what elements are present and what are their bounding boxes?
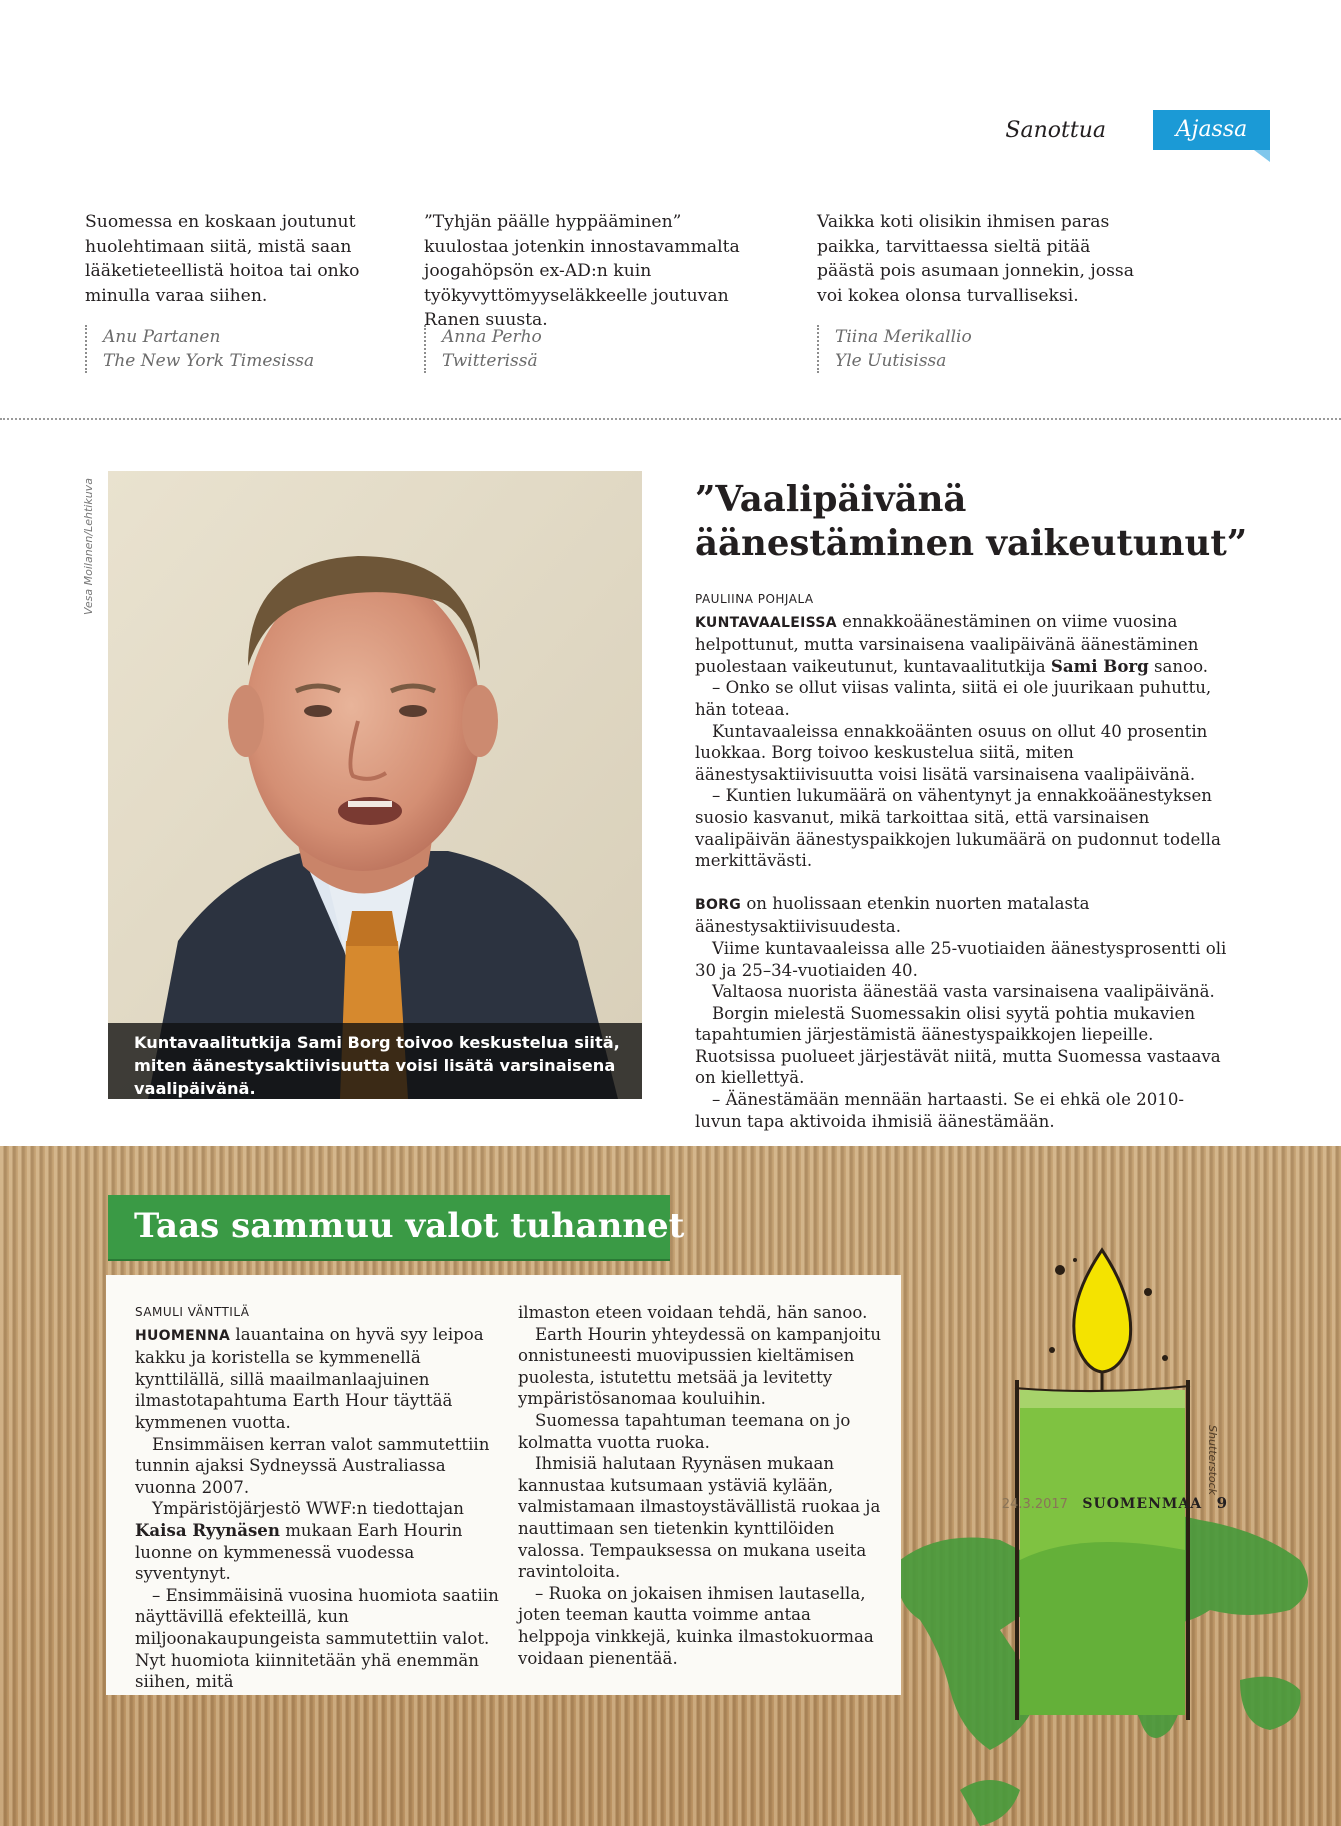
quote-source-3: Yle Uutisissa [835, 351, 947, 371]
article2-paragraph: Ihmisiä halutaan Ryynäsen mukaan kannustaa kutsumaan ystäviä kylään, valmistamaan ilmastoystävällistä ruokaa ja nauttimaan sen tietenkin kynttilöiden valossa. Tempauksessa on mukana useita ravintoloita. [518, 1454, 881, 1582]
article-headline: ”Vaalipäivänä äänestäminen vaikeutunut” [695, 479, 1248, 564]
article2-paragraph: Suomessa tapahtuman teemana on jo kolmatta vuotta ruoka. [518, 1410, 851, 1452]
article2-paragraph: – Ensimmäisinä vuosina huomiota saatiin näyttävillä efekteillä, kun miljoonakaupungeista sammutettiin valot. Nyt huomiota kiinnitetään yhä enemmän siihen, mitä [135, 1585, 499, 1692]
article-paragraph: – Kuntien lukumäärä on vähentynyt ja ennakkoäänestyksen suosio kasvanut, mikä tarkoittaa sitä, että varsinaisen vaalipäivän äänestyspaikkojen lukumäärä on pudonnut todella merkittävästi. [695, 786, 1221, 871]
article2-column-2 [518, 1302, 888, 1669]
quote-name-3: Tiina Merikallio [835, 327, 972, 347]
quote-source-1: The New York Timesissa [103, 351, 315, 371]
page-footer [1002, 1494, 1227, 1512]
quote-cite-3 [817, 325, 972, 373]
image-credit: Shutterstock [1206, 1425, 1219, 1496]
section-tab-tail [1254, 150, 1270, 162]
article2-paragraph: Ensimmäisen kerran valot sammutettiin tunnin ajaksi Sydneyssä Australiassa vuonna 2007. [135, 1434, 490, 1497]
quote-cite-1 [85, 325, 314, 373]
photo-credit: Vesa Moilanen/Lehtikuva [82, 478, 95, 615]
article2-column-1 [135, 1302, 500, 1693]
quote-source-2: Twitterissä [442, 351, 538, 371]
article2-paragraph: Earth Hourin yhteydessä on kampanjoitu onnistuneesti muovipussien kieltämisen puolesta, istutettu metsää ja levitetty ympäristösanomaa kouluihin. [518, 1324, 882, 1409]
section-label: Sanottua [1005, 118, 1106, 143]
portrait-photo [108, 471, 642, 1099]
article-paragraph: BORG on huolissaan etenkin nuorten matalasta äänestysaktiivisuudesta. [695, 893, 1090, 937]
quote-text-1: Suomessa en koskaan joutunut huolehtimaan siitä, mistä saan lääketieteellistä hoitoa tai onko minulla varaa siihen. [85, 212, 360, 306]
article2-paragraph: ilmaston eteen voidaan tehdä, hän sanoo. [518, 1303, 868, 1322]
article2-headline: Taas sammuu valot tuhannet [134, 1206, 685, 1246]
dotted-divider [0, 418, 1341, 420]
quote-text-2: ”Tyhjän päälle hyppääminen” kuulostaa jotenkin innostavammalta joogahöpsön ex-AD:n kuin työkyvyttömyyseläkkeelle joutuvan Ranen suusta. [424, 212, 740, 330]
article2-paragraph: HUOMENNA lauantaina on hyvä syy leipoa kakku ja koristella se kymmenellä kynttilällä, sillä maailmanlaajuinen ilmastotapahtuma Earth Hour täyttää kymmenen vuotta. [135, 1324, 484, 1432]
article-byline: PAULIINA POHJALA [695, 592, 814, 606]
article2-paragraph: Ympäristöjärjestö WWF:n tiedottajan Kaisa Ryynäsen mukaan Earh Hourin luonne on kymmenessä vuodessa syventynyt. [135, 1499, 464, 1584]
article-paragraph: KUNTAVAALEISSA ennakkoäänestäminen on viime vuosina helpottunut, mutta varsinaisena vaalipäivänä äänestäminen puolestaan vaikeutunut, kuntavaalitutkija Sami Borg sanoo. [695, 611, 1209, 676]
section-tab: Ajassa [1153, 110, 1270, 150]
footer-date: 24.3.2017 [1001, 1497, 1068, 1512]
article2-byline: SAMULI VÄNTTILÄ [135, 1305, 250, 1319]
footer-magazine: SUOMENMAA [1082, 1496, 1203, 1512]
portrait-illustration [108, 471, 642, 1099]
article-paragraph: Valtaosa nuorista äänestää vasta varsinaisena vaalipäivänä. [712, 982, 1215, 1002]
article-paragraph: Borgin mielestä Suomessakin olisi syytä pohtia mukavien tapahtumien järjestämistä äänestyspaikkojen liepeille. Ruotsissa puolueet järjestävät niitä, mutta Suomessa vastaava on kiellettyä. [695, 1003, 1221, 1088]
page-number: 9 [1216, 1494, 1227, 1512]
article2-paragraph: – Ruoka on jokaisen ihmisen lautasella, joten teeman kautta voimme antaa helppoja vinkkejä, kuinka ilmastokuormaa voidaan pienentää. [518, 1583, 874, 1668]
article-paragraph: – Äänestämään mennään hartaasti. Se ei ehkä ole 2010-luvun tapa aktivoida ihmisiä äänestämään. [695, 1090, 1185, 1131]
quote-name-1: Anu Partanen [103, 327, 221, 347]
photo-caption: Kuntavaalitutkija Sami Borg toivoo keskustelua siitä, miten äänestysaktiivisuutta voisi lisätä varsinaisena vaalipäivänä. [134, 1033, 620, 1098]
quote-cite-2 [424, 325, 542, 373]
article-paragraph: – Onko se ollut viisas valinta, siitä ei ole juurikaan puhuttu, hän toteaa. [695, 678, 1212, 719]
quote-name-2: Anna Perho [442, 327, 542, 347]
candle-illustration [880, 1230, 1341, 1826]
article-paragraph: Kuntavaaleissa ennakkoäänten osuus on ollut 40 prosentin luokkaa. Borg toivoo keskustelua siitä, miten äänestysaktiivisuutta voisi lisätä varsinaisena vaalipäivänä. [695, 721, 1208, 784]
article-paragraph: Viime kuntavaaleissa alle 25-vuotiaiden äänestysprosentti oli 30 ja 25–34-vuotiaiden 40. [695, 938, 1227, 980]
article-body [695, 589, 1230, 1132]
quote-text-3: Vaikka koti olisikin ihmisen paras paikka, tarvittaessa sieltä pitää päästä pois asumaan jonnekin, jossa voi kokea olonsa turvalliseksi. [817, 212, 1134, 306]
